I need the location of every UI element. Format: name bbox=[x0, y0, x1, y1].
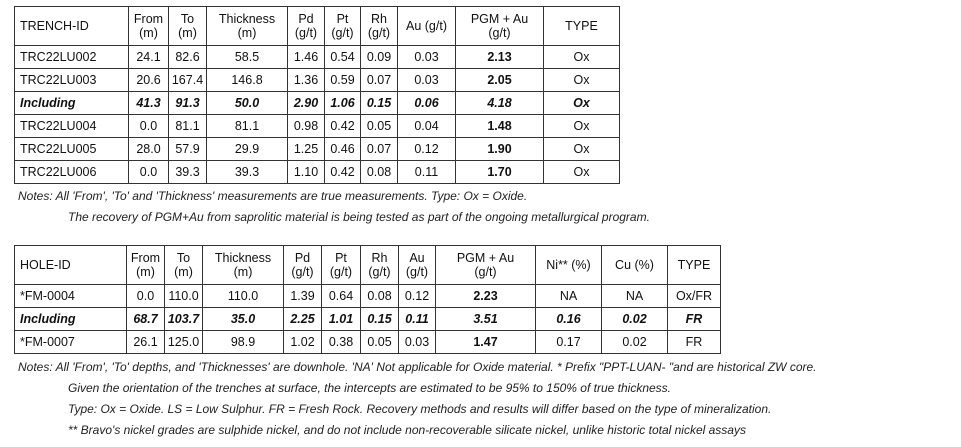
header-pgm-au: PGM + Au (g/t) bbox=[456, 7, 544, 46]
cell-pd: 1.25 bbox=[288, 138, 325, 161]
cell-id: Including bbox=[15, 92, 129, 115]
cell-from: 0.0 bbox=[127, 285, 165, 308]
hole-note-3: Type: Ox = Oxide. LS = Low Sulphur. FR = Fresh Rock. Recovery methods and results will differ based on the type of mineralization. bbox=[68, 402, 772, 416]
cell-cu: 0.02 bbox=[602, 331, 668, 354]
cell-id: TRC22LU006 bbox=[15, 161, 129, 184]
cell-type: Ox bbox=[544, 138, 620, 161]
cell-pt: 0.42 bbox=[325, 161, 361, 184]
cell-to: 167.4 bbox=[169, 69, 207, 92]
header-au: Au (g/t) bbox=[399, 246, 436, 285]
cell-ni: NA bbox=[536, 285, 602, 308]
cell-type: Ox bbox=[544, 92, 620, 115]
cell-ni: 0.17 bbox=[536, 331, 602, 354]
cell-pd: 1.46 bbox=[288, 46, 325, 69]
cell-pt: 1.06 bbox=[325, 92, 361, 115]
cell-from: 24.1 bbox=[129, 46, 169, 69]
header-to: To (m) bbox=[169, 7, 207, 46]
cell-rh: 0.08 bbox=[361, 161, 398, 184]
cell-id: *FM-0004 bbox=[15, 285, 127, 308]
cell-ni: 0.16 bbox=[536, 308, 602, 331]
cell-au: 0.03 bbox=[398, 69, 456, 92]
hole-note-1: Notes: All 'From', 'To' depths, and 'Thicknesses' are downhole. 'NA' Not applicable for Oxide material. * Prefix "PPT-LUAN- "and are historical ZW core. bbox=[18, 360, 817, 374]
cell-au: 0.12 bbox=[398, 138, 456, 161]
header-au: Au (g/t) bbox=[398, 7, 456, 46]
header-trench-id: TRENCH-ID bbox=[15, 7, 129, 46]
cell-pgm: 2.05 bbox=[456, 69, 544, 92]
cell-thickness: 81.1 bbox=[207, 115, 288, 138]
cell-id: *FM-0007 bbox=[15, 331, 127, 354]
cell-id: TRC22LU004 bbox=[15, 115, 129, 138]
cell-from: 41.3 bbox=[129, 92, 169, 115]
cell-rh: 0.09 bbox=[361, 46, 398, 69]
cell-thickness: 50.0 bbox=[207, 92, 288, 115]
hole-note-2: Given the orientation of the trenches at surface, the intercepts are estimated to be 95% to 150% of true thickness. bbox=[68, 381, 672, 395]
cell-au: 0.04 bbox=[398, 115, 456, 138]
cell-pt: 0.46 bbox=[325, 138, 361, 161]
cell-cu: NA bbox=[602, 285, 668, 308]
cell-au: 0.12 bbox=[399, 285, 436, 308]
cell-pd: 1.02 bbox=[284, 331, 322, 354]
cell-rh: 0.05 bbox=[361, 331, 399, 354]
header-rh: Rh (g/t) bbox=[361, 246, 399, 285]
cell-pd: 1.10 bbox=[288, 161, 325, 184]
cell-rh: 0.07 bbox=[361, 69, 398, 92]
cell-rh: 0.05 bbox=[361, 115, 398, 138]
cell-pgm: 2.23 bbox=[436, 285, 536, 308]
table-row bbox=[15, 46, 620, 69]
cell-type: Ox bbox=[544, 115, 620, 138]
including-row bbox=[15, 308, 721, 331]
cell-pgm: 1.48 bbox=[456, 115, 544, 138]
cell-pgm: 1.90 bbox=[456, 138, 544, 161]
header-from: From (m) bbox=[127, 246, 165, 285]
cell-from: 68.7 bbox=[127, 308, 165, 331]
table-row bbox=[15, 138, 620, 161]
cell-pgm: 2.13 bbox=[456, 46, 544, 69]
cell-pt: 0.42 bbox=[325, 115, 361, 138]
cell-from: 0.0 bbox=[129, 161, 169, 184]
cell-pd: 1.36 bbox=[288, 69, 325, 92]
cell-id: TRC22LU005 bbox=[15, 138, 129, 161]
header-to: To (m) bbox=[165, 246, 203, 285]
cell-au: 0.03 bbox=[398, 46, 456, 69]
cell-rh: 0.15 bbox=[361, 308, 399, 331]
cell-to: 82.6 bbox=[169, 46, 207, 69]
header-type: TYPE bbox=[668, 246, 721, 285]
cell-id: TRC22LU003 bbox=[15, 69, 129, 92]
including-row bbox=[15, 92, 620, 115]
hole-table bbox=[14, 245, 721, 354]
header-rh: Rh (g/t) bbox=[361, 7, 398, 46]
header-cu: Cu (%) bbox=[602, 246, 668, 285]
header-pgm-au: PGM + Au (g/t) bbox=[436, 246, 536, 285]
trench-header-row bbox=[15, 7, 620, 46]
cell-type: FR bbox=[668, 331, 721, 354]
cell-au: 0.11 bbox=[398, 161, 456, 184]
cell-type: Ox/FR bbox=[668, 285, 721, 308]
cell-from: 26.1 bbox=[127, 331, 165, 354]
hole-header-row bbox=[15, 246, 721, 285]
trench-notes bbox=[18, 188, 948, 228]
cell-to: 103.7 bbox=[165, 308, 203, 331]
cell-pt: 0.64 bbox=[322, 285, 361, 308]
cell-to: 57.9 bbox=[169, 138, 207, 161]
cell-thickness: 110.0 bbox=[203, 285, 284, 308]
cell-to: 39.3 bbox=[169, 161, 207, 184]
cell-pt: 1.01 bbox=[322, 308, 361, 331]
cell-pd: 0.98 bbox=[288, 115, 325, 138]
cell-thickness: 39.3 bbox=[207, 161, 288, 184]
cell-thickness: 58.5 bbox=[207, 46, 288, 69]
header-type: TYPE bbox=[544, 7, 620, 46]
cell-to: 125.0 bbox=[165, 331, 203, 354]
cell-to: 91.3 bbox=[169, 92, 207, 115]
cell-thickness: 146.8 bbox=[207, 69, 288, 92]
table-row bbox=[15, 161, 620, 184]
trench-note-1: Notes: All 'From', 'To' and 'Thickness' measurements are true measurements. Type: Ox = Oxide. bbox=[18, 189, 528, 203]
table-row bbox=[15, 69, 620, 92]
cell-cu: 0.02 bbox=[602, 308, 668, 331]
header-pt: Pt (g/t) bbox=[325, 7, 361, 46]
cell-pgm: 4.18 bbox=[456, 92, 544, 115]
hole-note-4: ** Bravo's nickel grades are sulphide nickel, and do not include non-recoverable silicate nickel, unlike historic total nickel assays bbox=[68, 423, 746, 437]
header-thickness: Thickness (m) bbox=[207, 7, 288, 46]
trench-note-2: The recovery of PGM+Au from saprolitic material is being tested as part of the ongoing metallurgical program. bbox=[68, 210, 650, 224]
header-pt: Pt (g/t) bbox=[322, 246, 361, 285]
cell-thickness: 29.9 bbox=[207, 138, 288, 161]
cell-pd: 2.90 bbox=[288, 92, 325, 115]
cell-pgm: 3.51 bbox=[436, 308, 536, 331]
table-row bbox=[15, 115, 620, 138]
cell-from: 0.0 bbox=[129, 115, 169, 138]
table-row bbox=[15, 285, 721, 308]
cell-type: Ox bbox=[544, 161, 620, 184]
cell-thickness: 35.0 bbox=[203, 308, 284, 331]
header-hole-id: HOLE-ID bbox=[15, 246, 127, 285]
cell-rh: 0.15 bbox=[361, 92, 398, 115]
header-pd: Pd (g/t) bbox=[284, 246, 322, 285]
cell-pt: 0.54 bbox=[325, 46, 361, 69]
cell-type: FR bbox=[668, 308, 721, 331]
cell-to: 81.1 bbox=[169, 115, 207, 138]
cell-pgm: 1.47 bbox=[436, 331, 536, 354]
cell-pd: 2.25 bbox=[284, 308, 322, 331]
cell-thickness: 98.9 bbox=[203, 331, 284, 354]
cell-type: Ox bbox=[544, 69, 620, 92]
trench-table bbox=[14, 6, 620, 184]
header-pd: Pd (g/t) bbox=[288, 7, 325, 46]
table-row bbox=[15, 331, 721, 354]
header-ni: Ni** (%) bbox=[536, 246, 602, 285]
cell-pt: 0.59 bbox=[325, 69, 361, 92]
cell-au: 0.03 bbox=[399, 331, 436, 354]
cell-type: Ox bbox=[544, 46, 620, 69]
header-thickness: Thickness (m) bbox=[203, 246, 284, 285]
header-from: From (m) bbox=[129, 7, 169, 46]
hole-notes bbox=[18, 359, 953, 445]
cell-rh: 0.08 bbox=[361, 285, 399, 308]
cell-from: 28.0 bbox=[129, 138, 169, 161]
cell-pd: 1.39 bbox=[284, 285, 322, 308]
cell-to: 110.0 bbox=[165, 285, 203, 308]
cell-id: Including bbox=[15, 308, 127, 331]
cell-id: TRC22LU002 bbox=[15, 46, 129, 69]
cell-rh: 0.07 bbox=[361, 138, 398, 161]
cell-au: 0.11 bbox=[399, 308, 436, 331]
cell-from: 20.6 bbox=[129, 69, 169, 92]
cell-au: 0.06 bbox=[398, 92, 456, 115]
cell-pt: 0.38 bbox=[322, 331, 361, 354]
cell-pgm: 1.70 bbox=[456, 161, 544, 184]
